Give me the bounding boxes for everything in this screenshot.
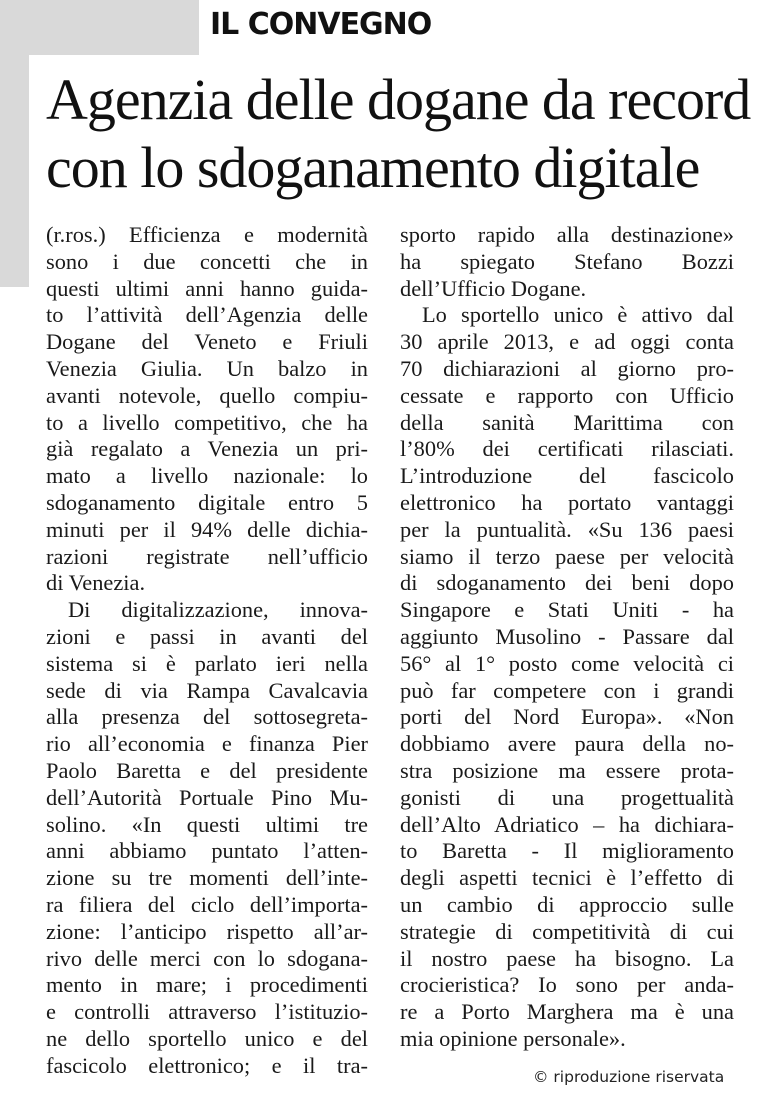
article-headline <box>46 66 766 202</box>
article-text-line: porti del Nord Europa». «Non <box>400 704 734 730</box>
article-text-line: di sdoganamento dei beni dopo <box>400 570 734 596</box>
article-text-line: gonisti di una progettualità <box>400 784 734 810</box>
article-text-line: Lo sportello unico è attivo dal <box>422 302 734 328</box>
article-text-line: Di digitalizzazione, innova- <box>68 597 368 623</box>
article-text-line: questi ultimi anni hanno guida- <box>46 275 368 301</box>
article-text-line: rivo delle merci con lo sdogana- <box>46 945 368 971</box>
article-text-line: può far competere con i grandi <box>400 677 734 703</box>
article-text-line: per la puntualità. «Su 136 paesi <box>400 516 734 542</box>
article-text-line: siamo il terzo paese per velocità <box>400 543 734 569</box>
article-text-line: solino. «In questi ultimi tre <box>46 811 368 837</box>
article-text-line: to l’attività dell’Agenzia delle <box>46 302 368 328</box>
article-text-line: sede di via Rampa Cavalcavia <box>46 677 368 703</box>
article-text-line: ne dello sportello unico e del <box>46 1025 368 1051</box>
article-text-line: zione: l’anticipo rispetto all’ar- <box>46 918 368 944</box>
headline-line: Agenzia delle dogane da record <box>46 67 751 132</box>
article-text-line: e controlli attraverso l’istituzio- <box>46 999 368 1025</box>
article-text-line: fascicolo elettronico; e il tra- <box>46 1052 368 1078</box>
article-text-line: ha spiegato Stefano Bozzi <box>400 248 734 274</box>
article-text-line: to Baretta - Il miglioramento <box>400 838 734 864</box>
article-text-line: elettronico ha portato vantaggi <box>400 489 734 515</box>
article-text-line: zione su tre momenti dell’inte- <box>46 865 368 891</box>
article-text-line: aggiunto Musolino - Passare dal <box>400 623 734 649</box>
article-text-line: mento in mare; i procedimenti <box>46 972 368 998</box>
article-text-line: 56° al 1° posto come velocità ci <box>400 650 734 676</box>
article-text-line: sono i due concetti che in <box>46 248 368 274</box>
article-text-line: dobbiamo avere paura della no- <box>400 731 734 757</box>
article-text-line: Dogane del Veneto e Friuli <box>46 329 368 355</box>
article-text-line: stra posizione ma essere prota- <box>400 757 734 783</box>
article-text-line: mia opinione personale». <box>400 1025 626 1051</box>
article-text-line: minuti per il 94% delle dichia- <box>46 516 368 542</box>
article-text-line: avanti notevole, quello compiu- <box>46 382 368 408</box>
article-text-line: dell’Alto Adriatico – ha dichiara- <box>400 811 734 837</box>
kicker-background <box>0 0 199 55</box>
article-text-line: strategie di competitività di cui <box>400 918 734 944</box>
article-text-line: della sanità Marittima con <box>400 409 734 435</box>
article-text-line: dell’Autorità Portuale Pino Mu- <box>46 784 368 810</box>
headline-line: con lo sdoganamento digitale <box>46 135 700 200</box>
article-text-line: alla presenza del sottosegreta- <box>46 704 368 730</box>
article-text-line: mato a livello nazionale: lo <box>46 463 368 489</box>
article-text-line: L’introduzione del fascicolo <box>400 463 734 489</box>
article-text-line: rio all’economia e finanza Pier <box>46 731 368 757</box>
article-text-line: 70 dichiarazioni al giorno pro- <box>400 355 734 381</box>
article-column-right <box>400 222 734 1053</box>
article-text-line: l’80% dei certificati rilasciati. <box>400 436 734 462</box>
article-text-line: di Venezia. <box>46 570 146 596</box>
section-kicker: IL CONVEGNO <box>210 7 432 42</box>
article-text-line: già regalato a Venezia un pri- <box>46 436 368 462</box>
article-text-line: sporto rapido alla destinazione» <box>400 222 734 247</box>
copyright-notice: © riproduzione riservata <box>533 1068 725 1086</box>
article-text-line: ra filiera del ciclo dell’importa- <box>46 891 368 917</box>
article-text-line: re a Porto Marghera ma è una <box>400 999 734 1025</box>
article-text-line: un cambio di approccio sulle <box>400 891 734 917</box>
article-text-line: Singapore e Stati Uniti - ha <box>400 597 734 623</box>
article-text-line: Venezia Giulia. Un balzo in <box>46 355 368 381</box>
article-text-line: cessate e rapporto con Ufficio <box>400 382 734 408</box>
article-text-line: zioni e passi in avanti del <box>46 623 368 649</box>
article-column-left <box>46 222 368 1080</box>
article-text-line: degli aspetti tecnici è l’effetto di <box>400 865 734 891</box>
article-text-line: Paolo Baretta e del presidente <box>46 757 368 783</box>
article-text-line: (r.ros.) Efficienza e modernità <box>46 222 368 247</box>
article-text-line: sistema si è parlato ieri nella <box>46 650 368 676</box>
article-text-line: 30 aprile 2013, e ad oggi conta <box>400 329 734 355</box>
article-text-line: il nostro paese ha bisogno. La <box>400 945 734 971</box>
article-text-line: to a livello competitivo, che ha <box>46 409 368 435</box>
article-text-line: sdoganamento digitale entro 5 <box>46 489 368 515</box>
article-text-line: crocieristica? Io sono per anda- <box>400 972 734 998</box>
article-text-line: dell’Ufficio Dogane. <box>400 275 587 301</box>
article-text-line: razioni registrate nell’ufficio <box>46 543 368 569</box>
article-text-line: anni abbiamo puntato l’atten- <box>46 838 368 864</box>
